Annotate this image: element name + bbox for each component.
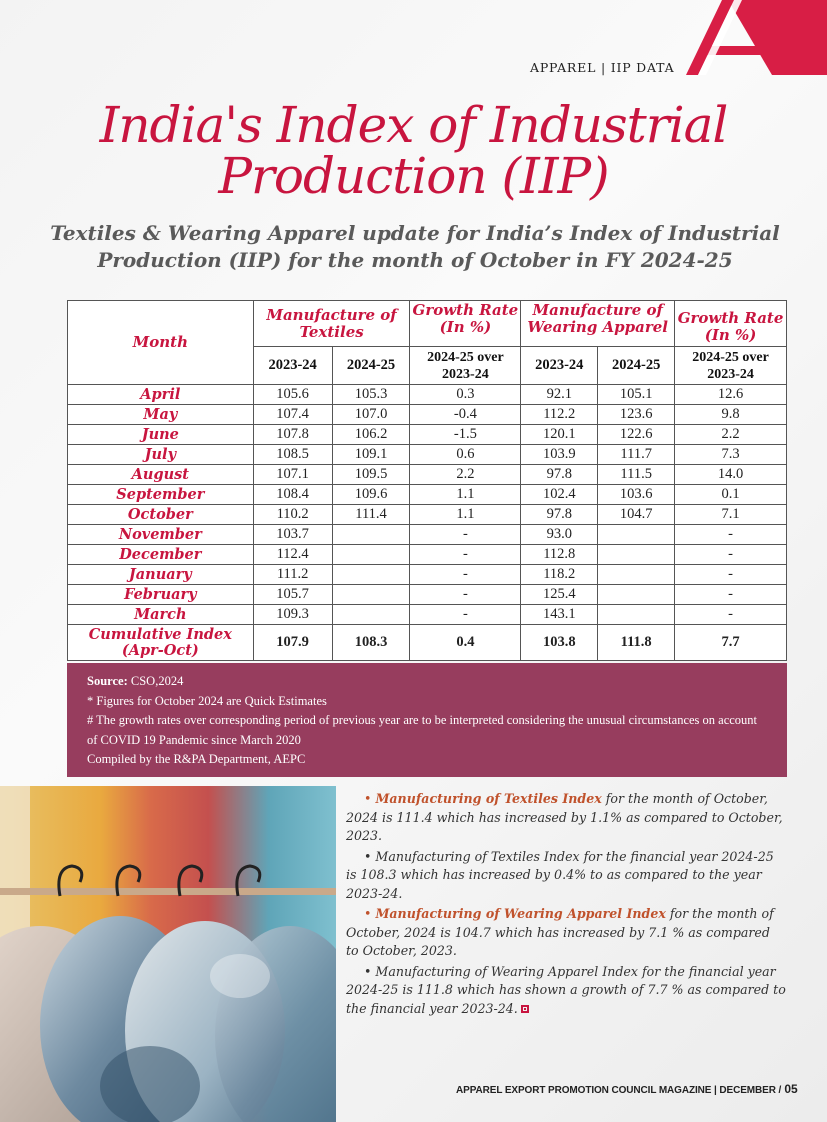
value-cell: 93.0 — [521, 525, 598, 545]
value-cell: 120.1 — [521, 425, 598, 445]
table-row — [68, 525, 787, 545]
value-cell: 105.7 — [253, 585, 332, 605]
value-cell: 109.3 — [253, 605, 332, 625]
month-header: Month — [68, 301, 254, 385]
page-subtitle — [40, 220, 790, 274]
table-row — [68, 485, 787, 505]
value-cell — [332, 525, 410, 545]
month-cell: March — [68, 605, 254, 625]
bullet-apparel-year: • Manufacturing of Wearing Apparel Index for the financial year 2024-25 is 111.8 which has shown a growth of 7.7 % as compared to the financial year 2023-24. — [346, 963, 786, 1016]
value-cell: 2.2 — [410, 465, 521, 485]
table-row — [68, 505, 787, 525]
value-cell: 111.8 — [598, 625, 675, 661]
section-tag: APPAREL | IIP DATA — [530, 60, 675, 75]
iip-table-container — [67, 300, 787, 661]
value-cell: 0.1 — [675, 485, 787, 505]
table-row — [68, 425, 787, 445]
value-cell: 7.3 — [675, 445, 787, 465]
table-row — [68, 405, 787, 425]
table-row — [68, 605, 787, 625]
month-cell: October — [68, 505, 254, 525]
value-cell: 14.0 — [675, 465, 787, 485]
value-cell: 112.2 — [521, 405, 598, 425]
value-cell: 97.8 — [521, 465, 598, 485]
value-cell: 104.7 — [598, 505, 675, 525]
value-cell: 107.8 — [253, 425, 332, 445]
value-cell: 108.3 — [332, 625, 410, 661]
value-cell: 102.4 — [521, 485, 598, 505]
textiles-group-header: Manufacture of Textiles — [253, 301, 410, 347]
month-cell: November — [68, 525, 254, 545]
bullet-textiles-year: • Manufacturing of Textiles Index for the financial year 2024-25 is 108.3 which has increased by 0.4% to as compared to the year 2023-24. — [346, 848, 774, 901]
value-cell: 7.7 — [675, 625, 787, 661]
value-cell: 109.5 — [332, 465, 410, 485]
value-cell: 107.0 — [332, 405, 410, 425]
value-cell: 111.4 — [332, 505, 410, 525]
value-cell: 103.6 — [598, 485, 675, 505]
title-line-1: India's Index of Industrial — [99, 96, 728, 154]
value-cell: -0.4 — [410, 405, 521, 425]
table-row — [68, 545, 787, 565]
value-cell: 118.2 — [521, 565, 598, 585]
iip-table — [67, 300, 787, 661]
value-cell: 105.1 — [598, 385, 675, 405]
value-cell: 112.8 — [521, 545, 598, 565]
textiles-2024-header: 2024-25 — [332, 347, 410, 385]
value-cell: - — [675, 525, 787, 545]
apparel-growth-sub-header: 2024-25 over 2023-24 — [675, 347, 787, 385]
cumulative-label: Cumulative Index (Apr-Oct) — [68, 625, 254, 661]
value-cell — [598, 545, 675, 565]
value-cell: 109.6 — [332, 485, 410, 505]
source-note: Source: CSO,2024 — [87, 674, 184, 688]
value-cell: 110.2 — [253, 505, 332, 525]
month-cell: August — [68, 465, 254, 485]
cumulative-row — [68, 625, 787, 661]
value-cell: - — [410, 565, 521, 585]
clothing-rack-photo — [0, 786, 336, 1122]
value-cell: 103.7 — [253, 525, 332, 545]
value-cell: 108.5 — [253, 445, 332, 465]
value-cell: 2.2 — [675, 425, 787, 445]
value-cell: 103.9 — [521, 445, 598, 465]
value-cell: - — [675, 545, 787, 565]
table-row — [68, 585, 787, 605]
value-cell: 108.4 — [253, 485, 332, 505]
textiles-growth-sub-header: 2024-25 over 2023-24 — [410, 347, 521, 385]
table-row — [68, 385, 787, 405]
value-cell: 107.9 — [253, 625, 332, 661]
value-cell: 111.5 — [598, 465, 675, 485]
value-cell: 112.4 — [253, 545, 332, 565]
value-cell: 97.8 — [521, 505, 598, 525]
apparel-2024-header: 2024-25 — [598, 347, 675, 385]
month-cell: July — [68, 445, 254, 465]
value-cell — [332, 585, 410, 605]
value-cell: - — [410, 585, 521, 605]
value-cell: - — [675, 565, 787, 585]
value-cell: 1.1 — [410, 485, 521, 505]
apparel-2023-header: 2023-24 — [521, 347, 598, 385]
value-cell: 0.4 — [410, 625, 521, 661]
apparel-group-header: Manufacture of Wearing Apparel — [521, 301, 675, 347]
value-cell: 122.6 — [598, 425, 675, 445]
value-cell: 107.1 — [253, 465, 332, 485]
month-cell: December — [68, 545, 254, 565]
bullet-apparel-month: • Manufacturing of Wearing Apparel Index for the month of October, 2024 is 104.7 which has increased by 7.1 % as compared to October, 2023. — [346, 906, 774, 958]
value-cell — [332, 605, 410, 625]
compiled-note: Compiled by the R&PA Department, AEPC — [87, 752, 306, 766]
table-row — [68, 445, 787, 465]
value-cell: - — [410, 605, 521, 625]
page-title — [0, 96, 827, 205]
month-cell: September — [68, 485, 254, 505]
subtitle-line-2: Production (IIP) for the month of October in FY 2024-25 — [97, 248, 733, 272]
table-notes — [67, 663, 787, 777]
covid-note: # The growth rates over corresponding period of previous year are to be interpreted considering the unusual circumstances on account of COVID 19 Pandemic since March 2020 — [87, 713, 758, 747]
table-row — [68, 465, 787, 485]
value-cell — [598, 525, 675, 545]
value-cell: 123.6 — [598, 405, 675, 425]
value-cell — [598, 565, 675, 585]
textiles-growth-header: Growth Rate (In %) — [410, 301, 521, 347]
page-footer: APPAREL EXPORT PROMOTION COUNCIL MAGAZINE | DECEMBER / 05 — [456, 1082, 798, 1096]
value-cell — [332, 565, 410, 585]
value-cell: 0.3 — [410, 385, 521, 405]
month-cell: February — [68, 585, 254, 605]
aepc-logo-icon — [668, 0, 827, 75]
value-cell: 1.1 — [410, 505, 521, 525]
value-cell: 111.7 — [598, 445, 675, 465]
value-cell: 103.8 — [521, 625, 598, 661]
value-cell: 125.4 — [521, 585, 598, 605]
value-cell: 0.6 — [410, 445, 521, 465]
table-row — [68, 565, 787, 585]
value-cell — [598, 605, 675, 625]
value-cell: 107.4 — [253, 405, 332, 425]
month-cell: April — [68, 385, 254, 405]
month-cell: May — [68, 405, 254, 425]
value-cell: 109.1 — [332, 445, 410, 465]
quick-estimate-note: * Figures for October 2024 are Quick Estimates — [87, 693, 327, 708]
subtitle-line-1: Textiles & Wearing Apparel update for India’s Index of Industrial — [50, 221, 780, 245]
value-cell: -1.5 — [410, 425, 521, 445]
value-cell: - — [675, 585, 787, 605]
value-cell: - — [410, 545, 521, 565]
title-line-2: Production (IIP) — [218, 147, 609, 205]
value-cell: - — [410, 525, 521, 545]
value-cell: 143.1 — [521, 605, 598, 625]
value-cell: 106.2 — [332, 425, 410, 445]
value-cell: 92.1 — [521, 385, 598, 405]
value-cell: 105.3 — [332, 385, 410, 405]
textiles-2023-header: 2023-24 — [253, 347, 332, 385]
page-number: 05 — [781, 1082, 798, 1096]
value-cell: 111.2 — [253, 565, 332, 585]
value-cell: 7.1 — [675, 505, 787, 525]
value-cell: - — [675, 605, 787, 625]
month-cell: June — [68, 425, 254, 445]
value-cell — [332, 545, 410, 565]
value-cell: 12.6 — [675, 385, 787, 405]
end-mark-icon — [521, 1005, 529, 1013]
value-cell: 105.6 — [253, 385, 332, 405]
value-cell — [598, 585, 675, 605]
summary-bullets — [346, 790, 786, 1020]
apparel-growth-header: Growth Rate (In %) — [675, 301, 787, 347]
bullet-textiles-month: • Manufacturing of Textiles Index for the month of October, 2024 is 111.4 which has increased by 1.1% as compared to October, 2023. — [346, 791, 783, 843]
value-cell: 9.8 — [675, 405, 787, 425]
month-cell: January — [68, 565, 254, 585]
